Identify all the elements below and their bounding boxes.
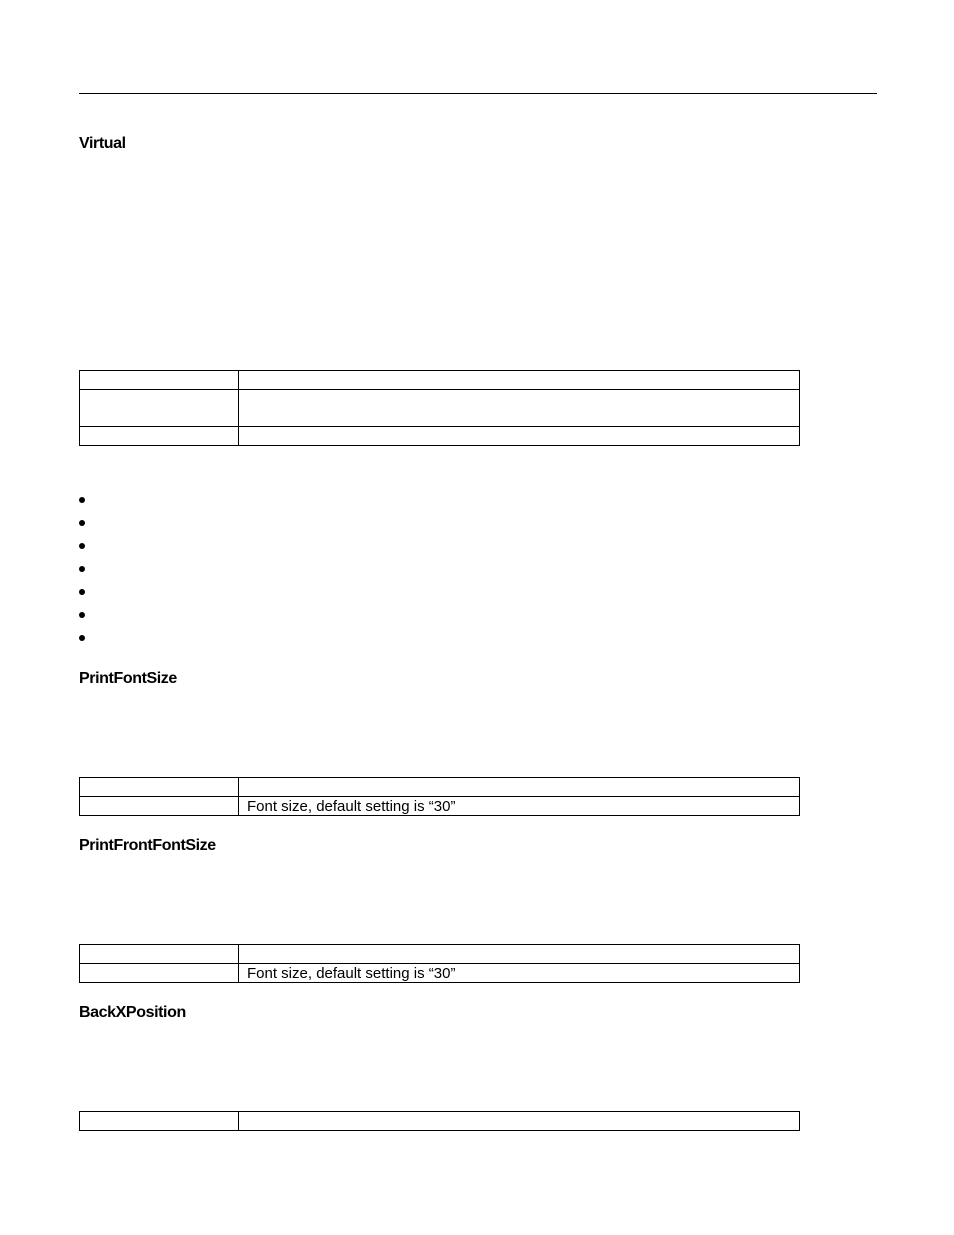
heading-printfrontfontsize: PrintFrontFontSize <box>79 837 216 854</box>
header-rule <box>79 93 877 94</box>
table-cell <box>80 945 239 964</box>
table-cell <box>239 945 800 964</box>
table-cell <box>239 427 800 446</box>
virtual-param-table <box>79 370 800 446</box>
table-cell <box>80 964 239 983</box>
table-cell <box>239 1112 800 1131</box>
table-row <box>80 797 800 816</box>
bullet-icon <box>79 497 85 503</box>
bullet-icon <box>79 543 85 549</box>
table-row <box>80 1112 800 1131</box>
bullet-icon <box>79 635 85 641</box>
bullet-icon <box>79 612 85 618</box>
printfontsize-param-table <box>79 777 800 816</box>
table-cell <box>80 797 239 816</box>
table-cell <box>80 778 239 797</box>
bullet-icon <box>79 566 85 572</box>
table-cell: Font size, default setting is “30” <box>239 797 800 816</box>
printfrontfontsize-param-table <box>79 944 800 983</box>
heading-printfontsize: PrintFontSize <box>79 670 177 687</box>
table-cell <box>239 778 800 797</box>
bullet-icon <box>79 520 85 526</box>
table-cell: Font size, default setting is “30” <box>239 964 800 983</box>
heading-backxposition: BackXPosition <box>79 1004 186 1021</box>
table-row <box>80 390 800 427</box>
table-row <box>80 778 800 797</box>
heading-virtual: Virtual <box>79 135 126 152</box>
table-cell <box>239 371 800 390</box>
table-row <box>80 964 800 983</box>
table-row <box>80 945 800 964</box>
bullet-icon <box>79 589 85 595</box>
table-cell <box>80 427 239 446</box>
table-cell <box>80 390 239 427</box>
table-cell <box>80 371 239 390</box>
table-cell <box>239 390 800 427</box>
table-cell <box>80 1112 239 1131</box>
table-row <box>80 427 800 446</box>
table-row <box>80 371 800 390</box>
backxposition-param-table <box>79 1111 800 1131</box>
